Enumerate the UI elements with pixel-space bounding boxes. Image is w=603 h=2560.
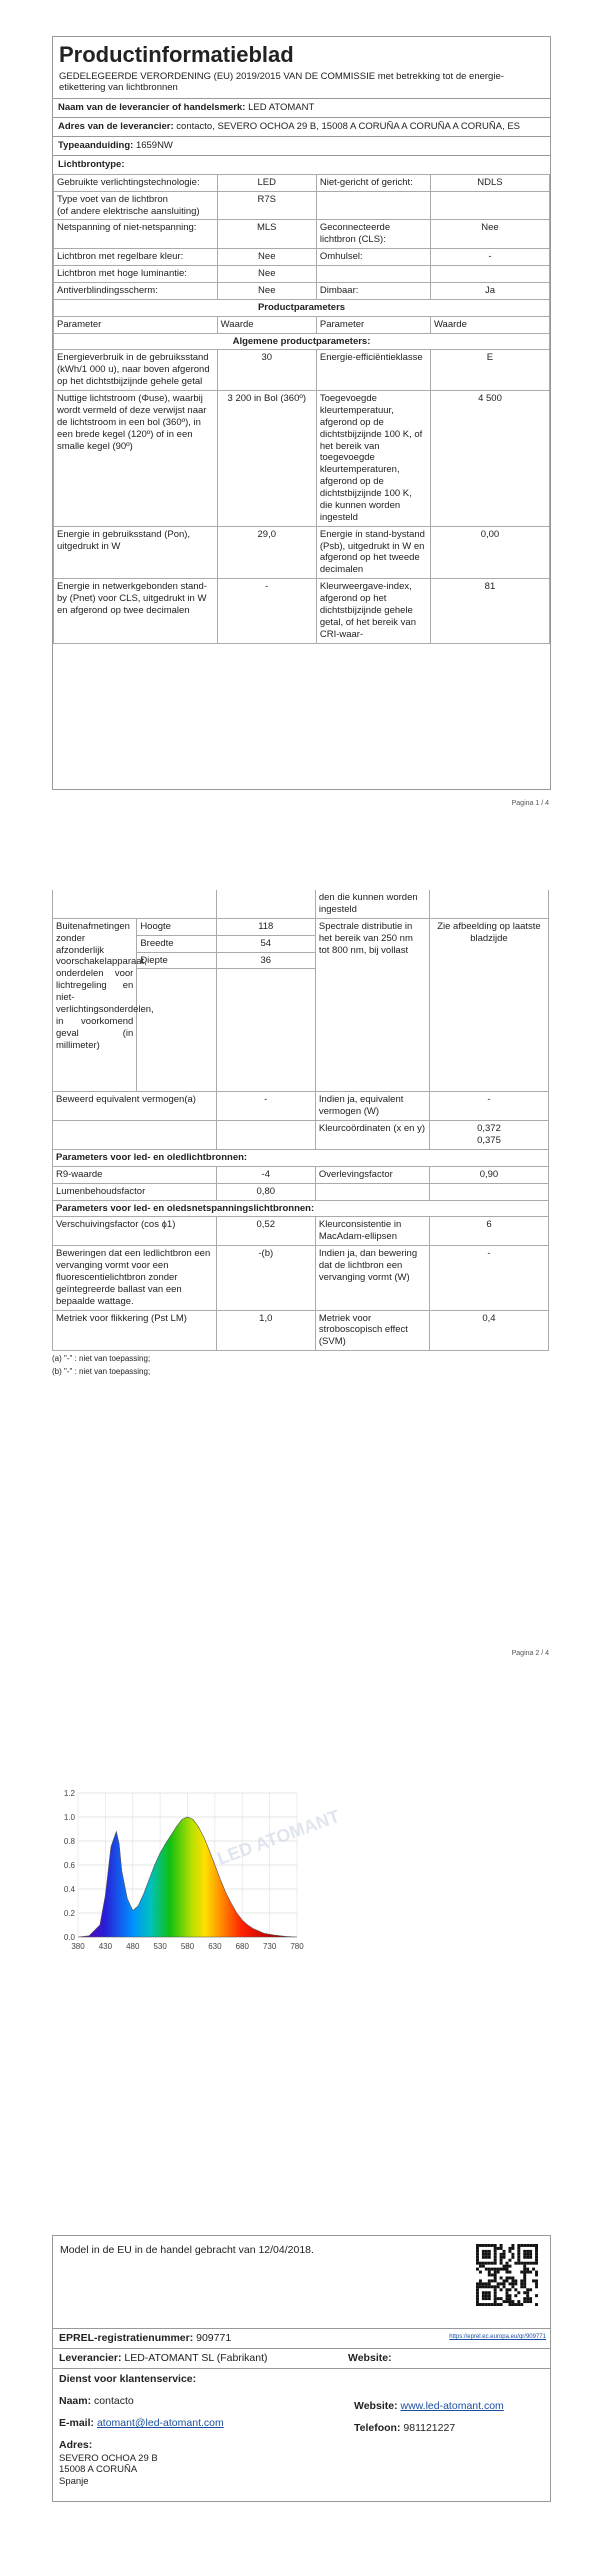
cell: 0,00 xyxy=(430,526,549,579)
cell: Nuttige lichtstroom (Φuse), waarbij wordt vermeld of deze verwijst naar de lichtstroom in een bol (360º), in een brede kegel (120º) of in een smalle kegel (90º) xyxy=(54,391,218,527)
supplier-label: Naam van de leverancier of handelsmerk: xyxy=(58,102,246,114)
phone-label: Telefoon: xyxy=(354,2422,401,2434)
name-label: Naam: xyxy=(59,2395,92,2408)
cell: Niet-gericht of gericht: xyxy=(316,174,430,191)
eprel-row xyxy=(53,2328,550,2348)
table-row xyxy=(54,579,550,643)
cell: Energie in gebruiksstand (Pon), uitgedrukt in W xyxy=(54,526,218,579)
cell: R9-waarde xyxy=(53,1166,217,1183)
table-row xyxy=(53,1166,549,1183)
supplier-row xyxy=(53,2348,550,2369)
table-row xyxy=(54,391,550,527)
cell: 0,90 xyxy=(429,1166,548,1183)
cell xyxy=(316,191,430,220)
cell: Nee xyxy=(217,282,316,299)
cell: - xyxy=(430,249,549,266)
spectral-distribution-chart xyxy=(52,1785,343,1960)
cell: Kleurconsistentie in MacAdam-ellipsen xyxy=(315,1217,429,1246)
footnote-a: (a) "-" : niet van toepassing; xyxy=(52,1354,151,1364)
watermark-text: LED ATOMANT xyxy=(214,1805,343,1869)
cell: Energie in stand-bystand (Psb), uitgedrukt in W en afgerond op het tweede decimalen xyxy=(316,526,430,579)
page-number: Pagina 2 / 4 xyxy=(511,1650,549,1657)
regulation-subtitle: GEDELEGEERDE VERORDENING (EU) 2019/2015 VAN DE COMMISSIE met betrekking tot de energie-etikettering van lichtbronnen xyxy=(59,70,504,94)
customer-service-section xyxy=(53,2368,550,2497)
table-row xyxy=(53,890,549,918)
name-value: contacto xyxy=(94,2395,134,2408)
cell: Kleurcoördinaten (x en y) xyxy=(315,1121,429,1150)
cell: Lichtbron met regelbare kleur: xyxy=(54,249,218,266)
cell: Type voet van de lichtbron (of andere elektrische aansluiting) xyxy=(54,191,218,220)
cell: - xyxy=(216,1092,315,1121)
cell: Beweerd equivalent vermogen(a) xyxy=(53,1092,217,1121)
y-tick-label: 1.0 xyxy=(63,1813,75,1822)
cell: Lumenbehoudsfactor xyxy=(53,1183,217,1200)
eprel-value: 909771 xyxy=(196,2332,232,2344)
supplier-row xyxy=(53,98,550,117)
table-row xyxy=(54,299,550,316)
cell: - xyxy=(429,1092,548,1121)
table-row xyxy=(53,918,549,935)
cell: Netspanning of niet-netspanning: xyxy=(54,220,218,249)
address-value: contacto, SEVERO OCHOA 29 B, 15008 A CORUÑA A CORUÑA A CORUÑA, ES xyxy=(176,121,521,133)
y-tick-label: 0.2 xyxy=(63,1909,75,1918)
address-line: Spanje xyxy=(59,2476,89,2488)
cell: Metriek voor flikkering (Pst LM) xyxy=(53,1310,217,1351)
column-header: Waarde xyxy=(217,316,316,333)
cell: Energie-efficiëntieklasse xyxy=(316,350,430,391)
cell: E xyxy=(430,350,549,391)
cell: Breedte xyxy=(137,935,216,952)
cell: Antiverblindingsscherm: xyxy=(54,282,218,299)
x-tick-label: 780 xyxy=(290,1942,304,1951)
dimensions-label: Buitenafmetingen zonder afzonderlijk voorschakelapparaat, onderdelen voor lichtregeling en niet-verlichtingsonderdelen, in voorkomend geval (in millimeter) xyxy=(53,918,137,1092)
table-row xyxy=(54,249,550,266)
table-row xyxy=(53,1121,549,1150)
cell: Energie in netwerkgebonden stand-by (Pnet) voor CLS, uitgedrukt in W en afgerond op twee decimalen xyxy=(54,579,218,643)
table-row xyxy=(54,333,550,350)
column-header: Parameter xyxy=(316,316,430,333)
cell: LED xyxy=(217,174,316,191)
address-line: SEVERO OCHOA 29 B xyxy=(59,2452,158,2464)
footnote-b: (b) "-" : niet van toepassing; xyxy=(52,1367,151,1377)
page-number: Pagina 1 / 4 xyxy=(511,800,549,807)
cell: Geconnecteerde lichtbron (CLS): xyxy=(316,220,430,249)
x-tick-label: 530 xyxy=(153,1942,167,1951)
page-2 xyxy=(52,890,549,1377)
email-link[interactable]: atomant@led-atomant.com xyxy=(96,2417,224,2430)
email-label: E-mail: xyxy=(59,2417,95,2430)
address-line: 15008 A CORUÑA xyxy=(59,2464,138,2476)
cell: - xyxy=(429,1246,548,1310)
cell: 0,52 xyxy=(216,1217,315,1246)
cell: Indien ja, equivalent vermogen (W) xyxy=(315,1092,429,1121)
address-row xyxy=(53,117,550,136)
x-tick-label: 630 xyxy=(208,1942,222,1951)
website-row xyxy=(354,2400,504,2413)
section-heading: Productparameters xyxy=(54,299,550,316)
chroma-y: 0,375 xyxy=(477,1135,501,1146)
x-tick-label: 480 xyxy=(126,1942,140,1951)
x-tick-label: 580 xyxy=(180,1942,195,1951)
cell: 4 500 xyxy=(430,391,549,527)
cell: Ja xyxy=(430,282,549,299)
table-row xyxy=(53,1092,549,1121)
column-header: Waarde xyxy=(430,316,549,333)
address-label: Adres: xyxy=(59,2439,93,2452)
website-label: Website: xyxy=(348,2352,392,2364)
cell: 118 xyxy=(216,918,315,935)
table-row xyxy=(54,220,550,249)
x-tick-label: 730 xyxy=(262,1942,277,1951)
cell: Indien ja, dan bewering dat de lichtbron een vervanging vormt (W) xyxy=(315,1246,429,1310)
cell: 0,4 xyxy=(429,1310,548,1351)
cell: R7S xyxy=(217,191,316,220)
params-table-continued xyxy=(52,890,549,1351)
y-tick-label: 0.6 xyxy=(63,1861,75,1870)
cell: -(b) xyxy=(216,1246,315,1310)
lightsource-table xyxy=(53,174,550,644)
email-row xyxy=(59,2417,544,2430)
cell: - xyxy=(217,579,316,643)
y-tick-label: 1.2 xyxy=(63,1789,75,1798)
cell xyxy=(429,1121,548,1150)
cell: Hoogte xyxy=(137,918,216,935)
table-row xyxy=(54,191,550,220)
supplier-info-box xyxy=(52,2235,551,2502)
section-heading: Algemene productparameters: xyxy=(54,333,550,350)
model-row xyxy=(53,136,550,155)
table-row xyxy=(53,1149,549,1166)
model-value: 1659NW xyxy=(135,140,173,151)
eprel-label: EPREL-registratienummer: xyxy=(59,2332,194,2344)
table-row xyxy=(54,282,550,299)
cell: NDLS xyxy=(430,174,549,191)
x-tick-label: 430 xyxy=(98,1942,113,1951)
section-heading: Parameters voor led- en oledsnetspanningslichtbronnen: xyxy=(53,1200,549,1217)
cell: Lichtbron met hoge luminantie: xyxy=(54,266,218,283)
x-tick-label: 380 xyxy=(71,1942,85,1951)
section-heading: Parameters voor led- en oledlichtbronnen: xyxy=(53,1149,549,1166)
spectral-chart-svg xyxy=(52,1785,343,1960)
page-title: Productinformatieblad xyxy=(59,42,294,67)
phone-value: 981121227 xyxy=(403,2422,456,2434)
y-tick-label: 0.4 xyxy=(63,1885,75,1894)
table-row xyxy=(53,1183,549,1200)
cell xyxy=(430,191,549,220)
website-link[interactable]: www.led-atomant.com xyxy=(400,2400,504,2412)
cell: 30 xyxy=(217,350,316,391)
cell: 1,0 xyxy=(216,1310,315,1351)
lightsource-type-heading: Lichtbrontype: xyxy=(53,155,550,174)
cell: Diepte xyxy=(137,952,216,969)
table-row xyxy=(54,316,550,333)
cell: Spectrale distributie in het bereik van 250 nm tot 800 nm, bij vollast xyxy=(315,918,429,1092)
cell: Omhulsel: xyxy=(316,249,430,266)
supplier-value: LED ATOMANT xyxy=(248,102,315,114)
cell: Nee xyxy=(217,249,316,266)
cell: 81 xyxy=(430,579,549,643)
cell: Dimbaar: xyxy=(316,282,430,299)
cell: 54 xyxy=(216,935,315,952)
cell: Nee xyxy=(217,266,316,283)
x-tick-label: 680 xyxy=(235,1942,249,1951)
table-row xyxy=(54,266,550,283)
supplier-label: Leverancier: xyxy=(59,2352,122,2364)
table-row xyxy=(54,174,550,191)
supplier-value: LED-ATOMANT SL (Fabrikant) xyxy=(124,2352,268,2364)
table-row xyxy=(54,350,550,391)
column-header: Parameter xyxy=(54,316,218,333)
cell: Verschuivingsfactor (cos ϕ1) xyxy=(53,1217,217,1246)
table-row xyxy=(54,526,550,579)
cell: Nee xyxy=(430,220,549,249)
cell: Toegevoegde kleurtemperatuur, afgerond op de dichtstbijzijnde 100 K, of het bereik van toegevoegde kleurtemperaturen, afgerond op de dichtstbijzijnde 100 K, die kunnen worden ingesteld xyxy=(316,391,430,527)
cell xyxy=(316,266,430,283)
table-row xyxy=(53,1200,549,1217)
cell: -4 xyxy=(216,1166,315,1183)
y-tick-label: 0.0 xyxy=(63,1933,75,1942)
cell: 29,0 xyxy=(217,526,316,579)
page-1 xyxy=(52,36,551,790)
table-row xyxy=(53,1310,549,1351)
qr-code[interactable] xyxy=(476,2244,538,2306)
table-row xyxy=(53,1246,549,1310)
y-tick-label: 0.8 xyxy=(63,1837,75,1846)
cell: 3 200 in Bol (360º) xyxy=(217,391,316,527)
cell: Beweringen dat een ledlichtbron een vervanging vormt voor een fluorescentielichtbron zonder geïntegreerde ballast van een bepaalde wattage. xyxy=(53,1246,217,1310)
cell: MLS xyxy=(217,220,316,249)
chroma-x: 0,372 xyxy=(477,1123,501,1135)
cell: 6 xyxy=(429,1217,548,1246)
cell: den die kunnen worden ingesteld xyxy=(315,890,429,918)
cell: Gebruikte verlichtingstechnologie: xyxy=(54,174,218,191)
eprel-link[interactable]: https://eprel.ec.europa.eu/qr/909771 xyxy=(449,2334,546,2340)
model-label: Typeaanduiding: xyxy=(58,140,134,151)
table-row xyxy=(53,1217,549,1246)
cell: Overlevingsfactor xyxy=(315,1166,429,1183)
cell: 0,80 xyxy=(216,1183,315,1200)
market-date-text: Model in de EU in de handel gebracht van 12/04/2018. xyxy=(60,2244,314,2256)
cell xyxy=(430,266,549,283)
cell: Kleurweergave-index, afgerond op het dichtstbijzijnde gehele getal, of het bereik van CRI-waar- xyxy=(316,579,430,643)
address-label: Adres van de leverancier: xyxy=(58,121,174,133)
website-label: Website: xyxy=(354,2400,398,2412)
cell: Energieverbruik in de gebruiksstand (kWh/1 000 u), naar boven afgerond op het dichtstbijzijnde gehele getal xyxy=(54,350,218,391)
cell: 36 xyxy=(216,952,315,969)
phone-row xyxy=(354,2422,455,2435)
cell: Metriek voor stroboscopisch effect (SVM) xyxy=(315,1310,429,1351)
cell: Zie afbeelding op laatste bladzijde xyxy=(429,918,548,1092)
service-title: Dienst voor klantenservice: xyxy=(59,2373,197,2385)
